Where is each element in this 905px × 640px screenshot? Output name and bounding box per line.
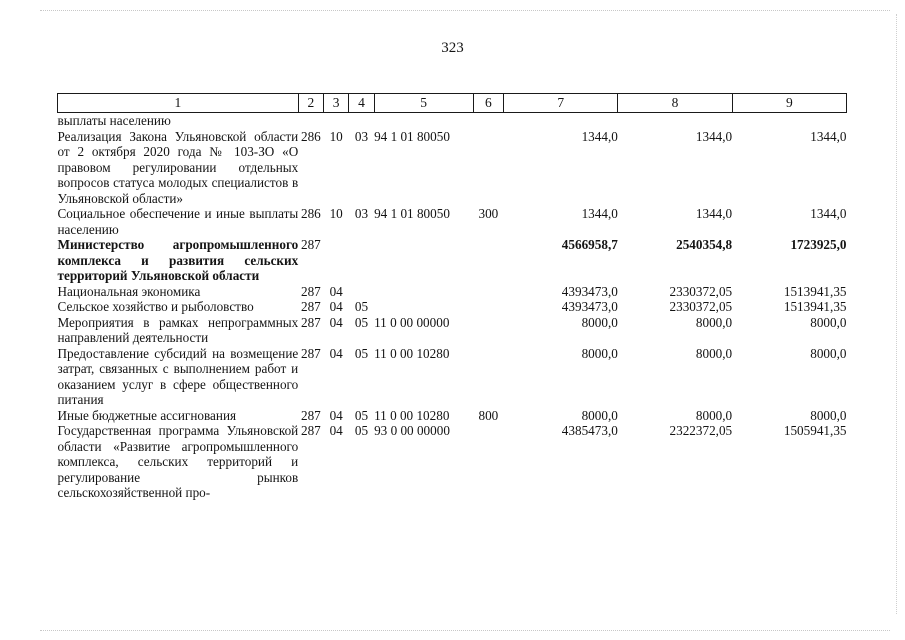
- table-row: [58, 299, 847, 315]
- row-amount-col9: 8000,0: [810, 407, 847, 423]
- column-header: 7: [504, 94, 618, 113]
- row-amount-col7: 8000,0: [581, 407, 618, 423]
- row-subsection-code: 05: [354, 314, 369, 330]
- column-header: 1: [58, 94, 299, 113]
- column-header: 5: [374, 94, 473, 113]
- row-name: Национальная экономика: [57, 283, 201, 299]
- row-expense-type: 800: [478, 407, 499, 423]
- row-name: Министерство агропромышленного комплекса и развития сельских территорий Ульяновской области: [57, 237, 299, 283]
- row-target-article: 11 0 00 10280: [374, 407, 450, 423]
- row-ministry-code: 287: [300, 283, 321, 299]
- column-header: 3: [324, 94, 349, 113]
- column-header: 4: [349, 94, 374, 113]
- row-ministry-code: 287: [300, 423, 321, 438]
- row-subsection-code: [349, 237, 374, 284]
- scan-edge-right: [896, 14, 897, 614]
- row-target-article: 94 1 01 80050: [374, 206, 450, 221]
- row-subsection-code: 05: [354, 299, 369, 314]
- row-amount-col9: 1344,0: [810, 206, 847, 221]
- row-subsection-code: 05: [354, 407, 369, 423]
- row-amount-col9: [732, 113, 846, 129]
- row-section-code: 04: [329, 283, 343, 299]
- row-amount-col7: [504, 113, 618, 129]
- row-expense-type: [473, 423, 503, 501]
- row-expense-type: [473, 129, 503, 207]
- row-subsection-code: 05: [354, 423, 369, 438]
- row-section-code: 04: [329, 407, 343, 423]
- table-body: [58, 113, 847, 501]
- row-subsection-code: 03: [354, 206, 369, 221]
- column-header: 9: [732, 94, 846, 113]
- row-amount-col9: 8000,0: [810, 314, 847, 330]
- row-target-article: [374, 113, 473, 129]
- row-target-article: 94 1 01 80050: [374, 128, 450, 144]
- row-section-code: 04: [329, 299, 343, 314]
- row-expense-type: [473, 315, 503, 346]
- row-ministry-code: 287: [300, 407, 321, 423]
- row-target-article: 93 0 00 00000: [374, 423, 450, 438]
- row-name: Реализация Закона Ульяновской области от 2 октября 2020 года № 103-ЗО «О правовом регулировании отдельных вопросов статуса молодых специалистов в Ульяновской области»: [57, 128, 299, 206]
- row-ministry-code: 287: [300, 299, 321, 314]
- scan-edge-bottom: [40, 630, 890, 631]
- row-expense-type: [473, 346, 503, 408]
- table-row: [58, 129, 847, 207]
- row-amount-col8: 8000,0: [695, 345, 733, 361]
- row-target-article: [374, 284, 473, 300]
- row-amount-col8: 1344,0: [695, 206, 733, 221]
- row-expense-type: [473, 299, 503, 315]
- row-ministry-code: 287: [300, 314, 321, 330]
- row-name: Государственная программа Ульяновской области «Развитие агропромышленного комплекса, сельских территорий и регулирование рынков сельскохозяйственной про-: [57, 423, 299, 500]
- row-section-code: 10: [329, 206, 343, 221]
- scan-edge-top: [40, 10, 890, 11]
- row-target-article: [374, 299, 473, 315]
- row-section-code: 10: [329, 128, 343, 144]
- row-target-article: [374, 237, 473, 284]
- row-amount-col8: 2322372,05: [669, 423, 733, 438]
- table-row: [58, 315, 847, 346]
- row-section-code: 04: [329, 423, 343, 438]
- table-row: [58, 113, 847, 129]
- row-amount-col7: 4393473,0: [561, 299, 618, 314]
- table-row: [58, 237, 847, 284]
- row-section-code: 04: [329, 314, 343, 330]
- row-name: Мероприятия в рамках непрограммных направлений деятельности: [57, 314, 299, 345]
- row-expense-type: [473, 284, 503, 300]
- row-amount-col7: 4393473,0: [561, 283, 618, 299]
- row-expense-type: [473, 237, 503, 284]
- row-amount-col9: 1723925,0: [790, 237, 847, 252]
- row-ministry-code: 286: [300, 128, 321, 144]
- row-amount-col8: 8000,0: [695, 407, 733, 423]
- row-amount-col7: 8000,0: [581, 314, 618, 330]
- row-section-code: [324, 113, 349, 129]
- table-row: [58, 423, 847, 501]
- row-amount-col8: 8000,0: [695, 314, 733, 330]
- row-amount-col7: 4566958,7: [561, 237, 618, 252]
- row-subsection-code: [349, 113, 374, 129]
- table-row: [58, 284, 847, 300]
- budget-table: [57, 93, 847, 501]
- row-subsection-code: 05: [354, 345, 369, 361]
- row-name: Социальное обеспечение и иные выплаты населению: [57, 206, 299, 237]
- row-target-article: 11 0 00 00000: [374, 314, 450, 330]
- row-amount-col7: 1344,0: [581, 206, 618, 221]
- table-header-row: [58, 94, 847, 113]
- row-name: Предоставление субсидий на возмещение затрат, связанных с выполнением работ и оказанием услуг в сфере общественного питания: [57, 345, 299, 407]
- row-amount-col8: 2540354,8: [676, 237, 733, 252]
- row-section-code: 04: [329, 345, 343, 361]
- table-row: [58, 206, 847, 237]
- row-amount-col7: 4385473,0: [561, 423, 618, 438]
- row-amount-col8: [618, 113, 732, 129]
- row-ministry-code: 287: [300, 237, 321, 252]
- row-amount-col9: 1513941,35: [783, 299, 847, 314]
- page-number: 323: [441, 40, 464, 56]
- row-amount-col7: 1344,0: [581, 128, 618, 144]
- column-header: 8: [618, 94, 732, 113]
- row-amount-col8: 2330372,05: [669, 299, 733, 314]
- row-amount-col9: 1513941,35: [783, 283, 847, 299]
- row-name: Иные бюджетные ассигнования: [57, 407, 237, 423]
- row-expense-type: 300: [478, 206, 499, 221]
- row-name: выплаты населению: [57, 113, 171, 128]
- row-name: Сельское хозяйство и рыболовство: [57, 299, 254, 314]
- row-amount-col9: 1344,0: [810, 128, 847, 144]
- column-header: 2: [298, 94, 323, 113]
- row-subsection-code: [349, 284, 374, 300]
- row-subsection-code: 03: [354, 128, 369, 144]
- table-row: [58, 346, 847, 408]
- row-expense-type: [473, 113, 503, 129]
- row-section-code: [324, 237, 349, 284]
- row-target-article: 11 0 00 10280: [374, 345, 450, 361]
- row-amount-col8: 1344,0: [695, 128, 733, 144]
- row-amount-col9: 1505941,35: [783, 423, 847, 438]
- row-amount-col9: 8000,0: [810, 345, 847, 361]
- row-amount-col8: 2330372,05: [669, 283, 733, 299]
- column-header: 6: [473, 94, 503, 113]
- row-amount-col7: 8000,0: [581, 345, 618, 361]
- row-ministry-code: 286: [300, 206, 321, 221]
- row-ministry-code: [298, 113, 323, 129]
- table-row: [58, 408, 847, 424]
- row-ministry-code: 287: [300, 345, 321, 361]
